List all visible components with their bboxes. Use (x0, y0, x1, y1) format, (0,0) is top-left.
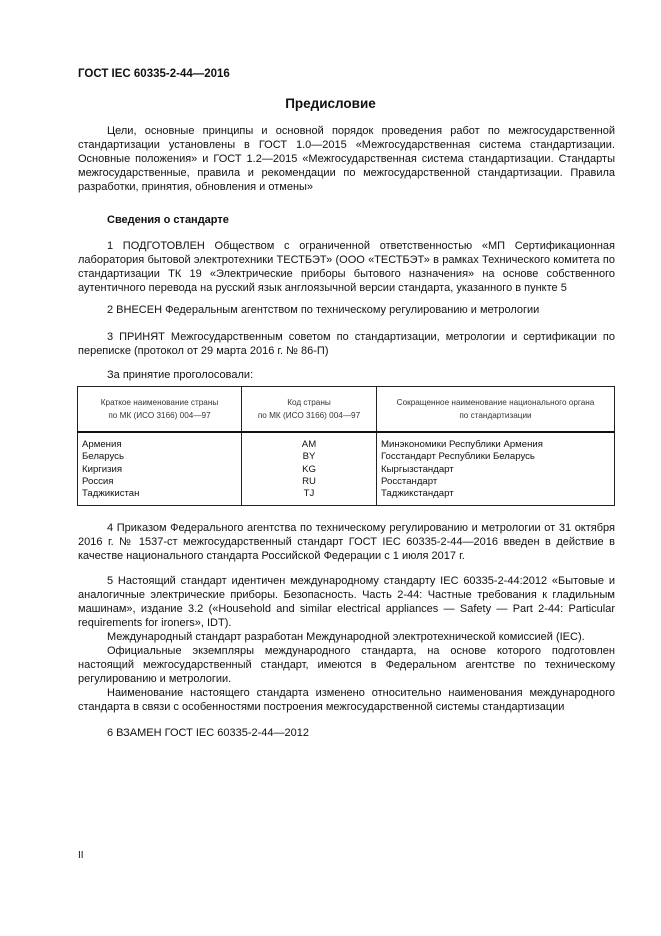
item-6-text: 6 ВЗАМЕН ГОСТ IEC 60335-2-44—2012 (107, 727, 310, 739)
vote-label-text: За принятие проголосовали: (107, 369, 254, 381)
country-name: Киргизия (78, 464, 242, 476)
header-country-code: Код страны по МК (ИСО 3166) 004—97 (242, 387, 377, 433)
intro-paragraph (78, 124, 615, 194)
item-5 (78, 574, 615, 630)
section-heading (78, 213, 615, 227)
item-2 (78, 303, 615, 317)
table-row (78, 432, 615, 451)
country-name: Таджикистан (78, 488, 242, 506)
item-3 (78, 330, 615, 358)
table-row (78, 488, 615, 506)
national-body: Госстандарт Республики Беларусь (377, 451, 615, 463)
item-4 (78, 521, 615, 563)
national-body: Кыргызстандарт (377, 464, 615, 476)
item-5a-text: Международный стандарт разработан Международной электротехнической комиссией (IEC). (107, 631, 585, 643)
item-5a (78, 630, 615, 644)
country-name: Беларусь (78, 451, 242, 463)
page-number: II (78, 850, 84, 861)
country-name: Армения (78, 432, 242, 451)
table-header-row (78, 387, 615, 433)
page-title: Предисловие (285, 96, 376, 111)
intro-text: Цели, основные принципы и основной порядок проведения работ по межгосударственной стандартизации установлены в ГОСТ 1.0—2015 «Межгосударственная система стандартизации. Основные положения» и ГОСТ 1.2—2015 «Межгосударственная система стандартизации. Стандарты межгосударственные, правила и рекомендации по межгосударственной стандартизации. Правила разработки, принятия, обновления и отмены» (78, 125, 615, 193)
header-country-name: Краткое наименование страны по МК (ИСО 3166) 004—97 (78, 387, 242, 433)
voting-table (77, 386, 615, 506)
country-code: TJ (242, 488, 377, 506)
item-5-text: 5 Настоящий стандарт идентичен международному стандарту IEC 60335-2-44:2012 «Бытовые и аналогичные электрические приборы. Безопасность. Часть 2-44: Частные требования к гладильным машинам», издание 3.2 («Household and similar electrical appliances — Safety — Part 2-44: Particular requirements for ironers», IDT). (78, 575, 615, 629)
item-4-text: 4 Приказом Федерального агентства по техническому регулированию и метрологии от 31 октября 2016 г. № 1537-ст межгосударственный стандарт ГОСТ IEC 60335-2-44—2016 введен в действие в качестве национального стандарта Российской Федерации с 1 июля 2017 г. (78, 522, 615, 562)
item-5c-text: Наименование настоящего стандарта изменено относительно наименования международного стандарта в связи с особенностями построения межгосударственной системы стандартизации (78, 687, 615, 713)
national-body: Росстандарт (377, 476, 615, 488)
item-5b-text: Официальные экземпляры международного стандарта, на основе которого подготовлен настоящий межгосударственный стандарт, имеются в Федеральном агентстве по техническому регулированию и метрологии. (78, 645, 615, 685)
country-code: RU (242, 476, 377, 488)
country-code: BY (242, 451, 377, 463)
country-name: Россия (78, 476, 242, 488)
document-id-header: ГОСТ IEC 60335-2-44—2016 (78, 68, 230, 80)
table-row (78, 476, 615, 488)
item-5c (78, 686, 615, 714)
vote-label (78, 368, 615, 382)
national-body: Таджикстандарт (377, 488, 615, 506)
item-6 (78, 726, 615, 740)
header-national-body: Сокращенное наименование национального органа по стандартизации (377, 387, 615, 433)
table-row (78, 464, 615, 476)
item-3-text: 3 ПРИНЯТ Межгосударственным советом по стандартизации, метрологии и сертификации по переписке (протокол от 29 марта 2016 г. № 86-П) (78, 331, 615, 357)
country-code: AM (242, 432, 377, 451)
section-heading-text: Сведения о стандарте (107, 214, 229, 226)
item-5b (78, 644, 615, 686)
item-2-text: 2 ВНЕСЕН Федеральным агентством по техническому регулированию и метрологии (107, 304, 540, 316)
table-row (78, 451, 615, 463)
country-code: KG (242, 464, 377, 476)
national-body: Минэкономики Республики Армения (377, 432, 615, 451)
item-1 (78, 239, 615, 295)
item-1-text: 1 ПОДГОТОВЛЕН Обществом с ограниченной ответственностью «МП Сертификационная лаборатория бытовой электротехники ТЕСТБЭТ» (ООО «ТЕСТБЭТ» в рамках Технического комитета по стандартизации ТК 19 «Электрические приборы бытового назначения» на основе собственного аутентичного перевода на русский язык англоязычной версии стандарта, указанного в пункте 5 (78, 240, 615, 294)
